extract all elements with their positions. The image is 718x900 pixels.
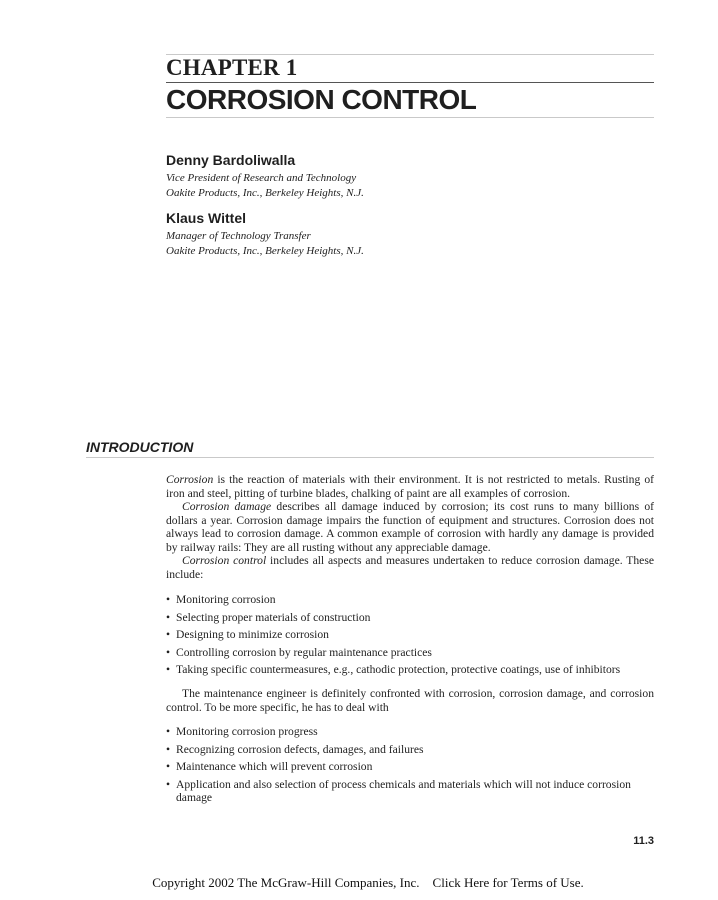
engineer-paragraph (166, 687, 654, 714)
paragraph: The maintenance engineer is definitely confronted with corrosion, corrosion damage, and corrosion control. To be more specific, he has to deal with (166, 687, 654, 714)
author-affiliation: Oakite Products, Inc., Berkeley Heights, N.J. (166, 187, 364, 199)
chapter-divider-rule (166, 82, 654, 83)
section-heading-rule (86, 457, 654, 458)
list-item: • Designing to minimize corrosion (166, 628, 654, 642)
list-item: • Maintenance which will prevent corrosion (166, 760, 654, 774)
list-item: • Controlling corrosion by regular maintenance practices (166, 646, 654, 660)
author-role: Manager of Technology Transfer (166, 230, 311, 242)
section-heading: INTRODUCTION (86, 439, 194, 455)
list-item: • Recognizing corrosion defects, damages, and failures (166, 743, 654, 757)
term: Corrosion (166, 473, 214, 486)
terms-of-use-link[interactable]: Click Here for Terms of Use. (432, 875, 584, 890)
term: Corrosion damage (182, 500, 272, 513)
measures-list (166, 593, 654, 677)
footer (0, 875, 718, 891)
list-item: • Monitoring corrosion progress (166, 725, 654, 739)
paragraph: Corrosion damage describes all damage induced by corrosion; its cost runs to many billions of dollars a year. Corrosion damage impairs the function of equipment and structures. Corrosion does not always lead to corrosion damage. A common example of corrosion with hardly any damage is provided by railway rails: They are all rusting without any appreciable damage. (166, 500, 654, 554)
tasks-list (166, 725, 654, 805)
term: Corrosion control (182, 554, 267, 567)
paragraph: Corrosion control includes all aspects and measures undertaken to reduce corrosion damage. These include: (166, 554, 654, 581)
list-item: • Monitoring corrosion (166, 593, 654, 607)
intro-paragraphs (166, 473, 654, 581)
copyright-text: Copyright 2002 The McGraw-Hill Companies, Inc. (152, 875, 420, 890)
author-block (166, 210, 364, 259)
paragraph: Corrosion is the reaction of materials with their environment. It is not restricted to metals. Rusting of iron and steel, pitting of turbine blades, chalking of paint are all examples of corrosion. (166, 473, 654, 500)
chapter-label: CHAPTER 1 (166, 55, 298, 80)
header-bottom-rule (166, 117, 654, 118)
author-block (166, 152, 364, 201)
chapter-title: CORROSION CONTROL (166, 84, 477, 115)
author-affiliation: Oakite Products, Inc., Berkeley Heights, N.J. (166, 245, 364, 257)
page-number: 11.3 (633, 835, 654, 847)
author-role: Vice President of Research and Technology (166, 172, 357, 184)
author-name: Klaus Wittel (166, 210, 246, 226)
list-item: • Selecting proper materials of construction (166, 611, 654, 625)
list-item: • Application and also selection of process chemicals and materials which will not induce corrosion damage (166, 778, 654, 805)
author-name: Denny Bardoliwalla (166, 152, 296, 168)
list-item: • Taking specific countermeasures, e.g., cathodic protection, protective coatings, use of inhibitors (166, 663, 654, 677)
